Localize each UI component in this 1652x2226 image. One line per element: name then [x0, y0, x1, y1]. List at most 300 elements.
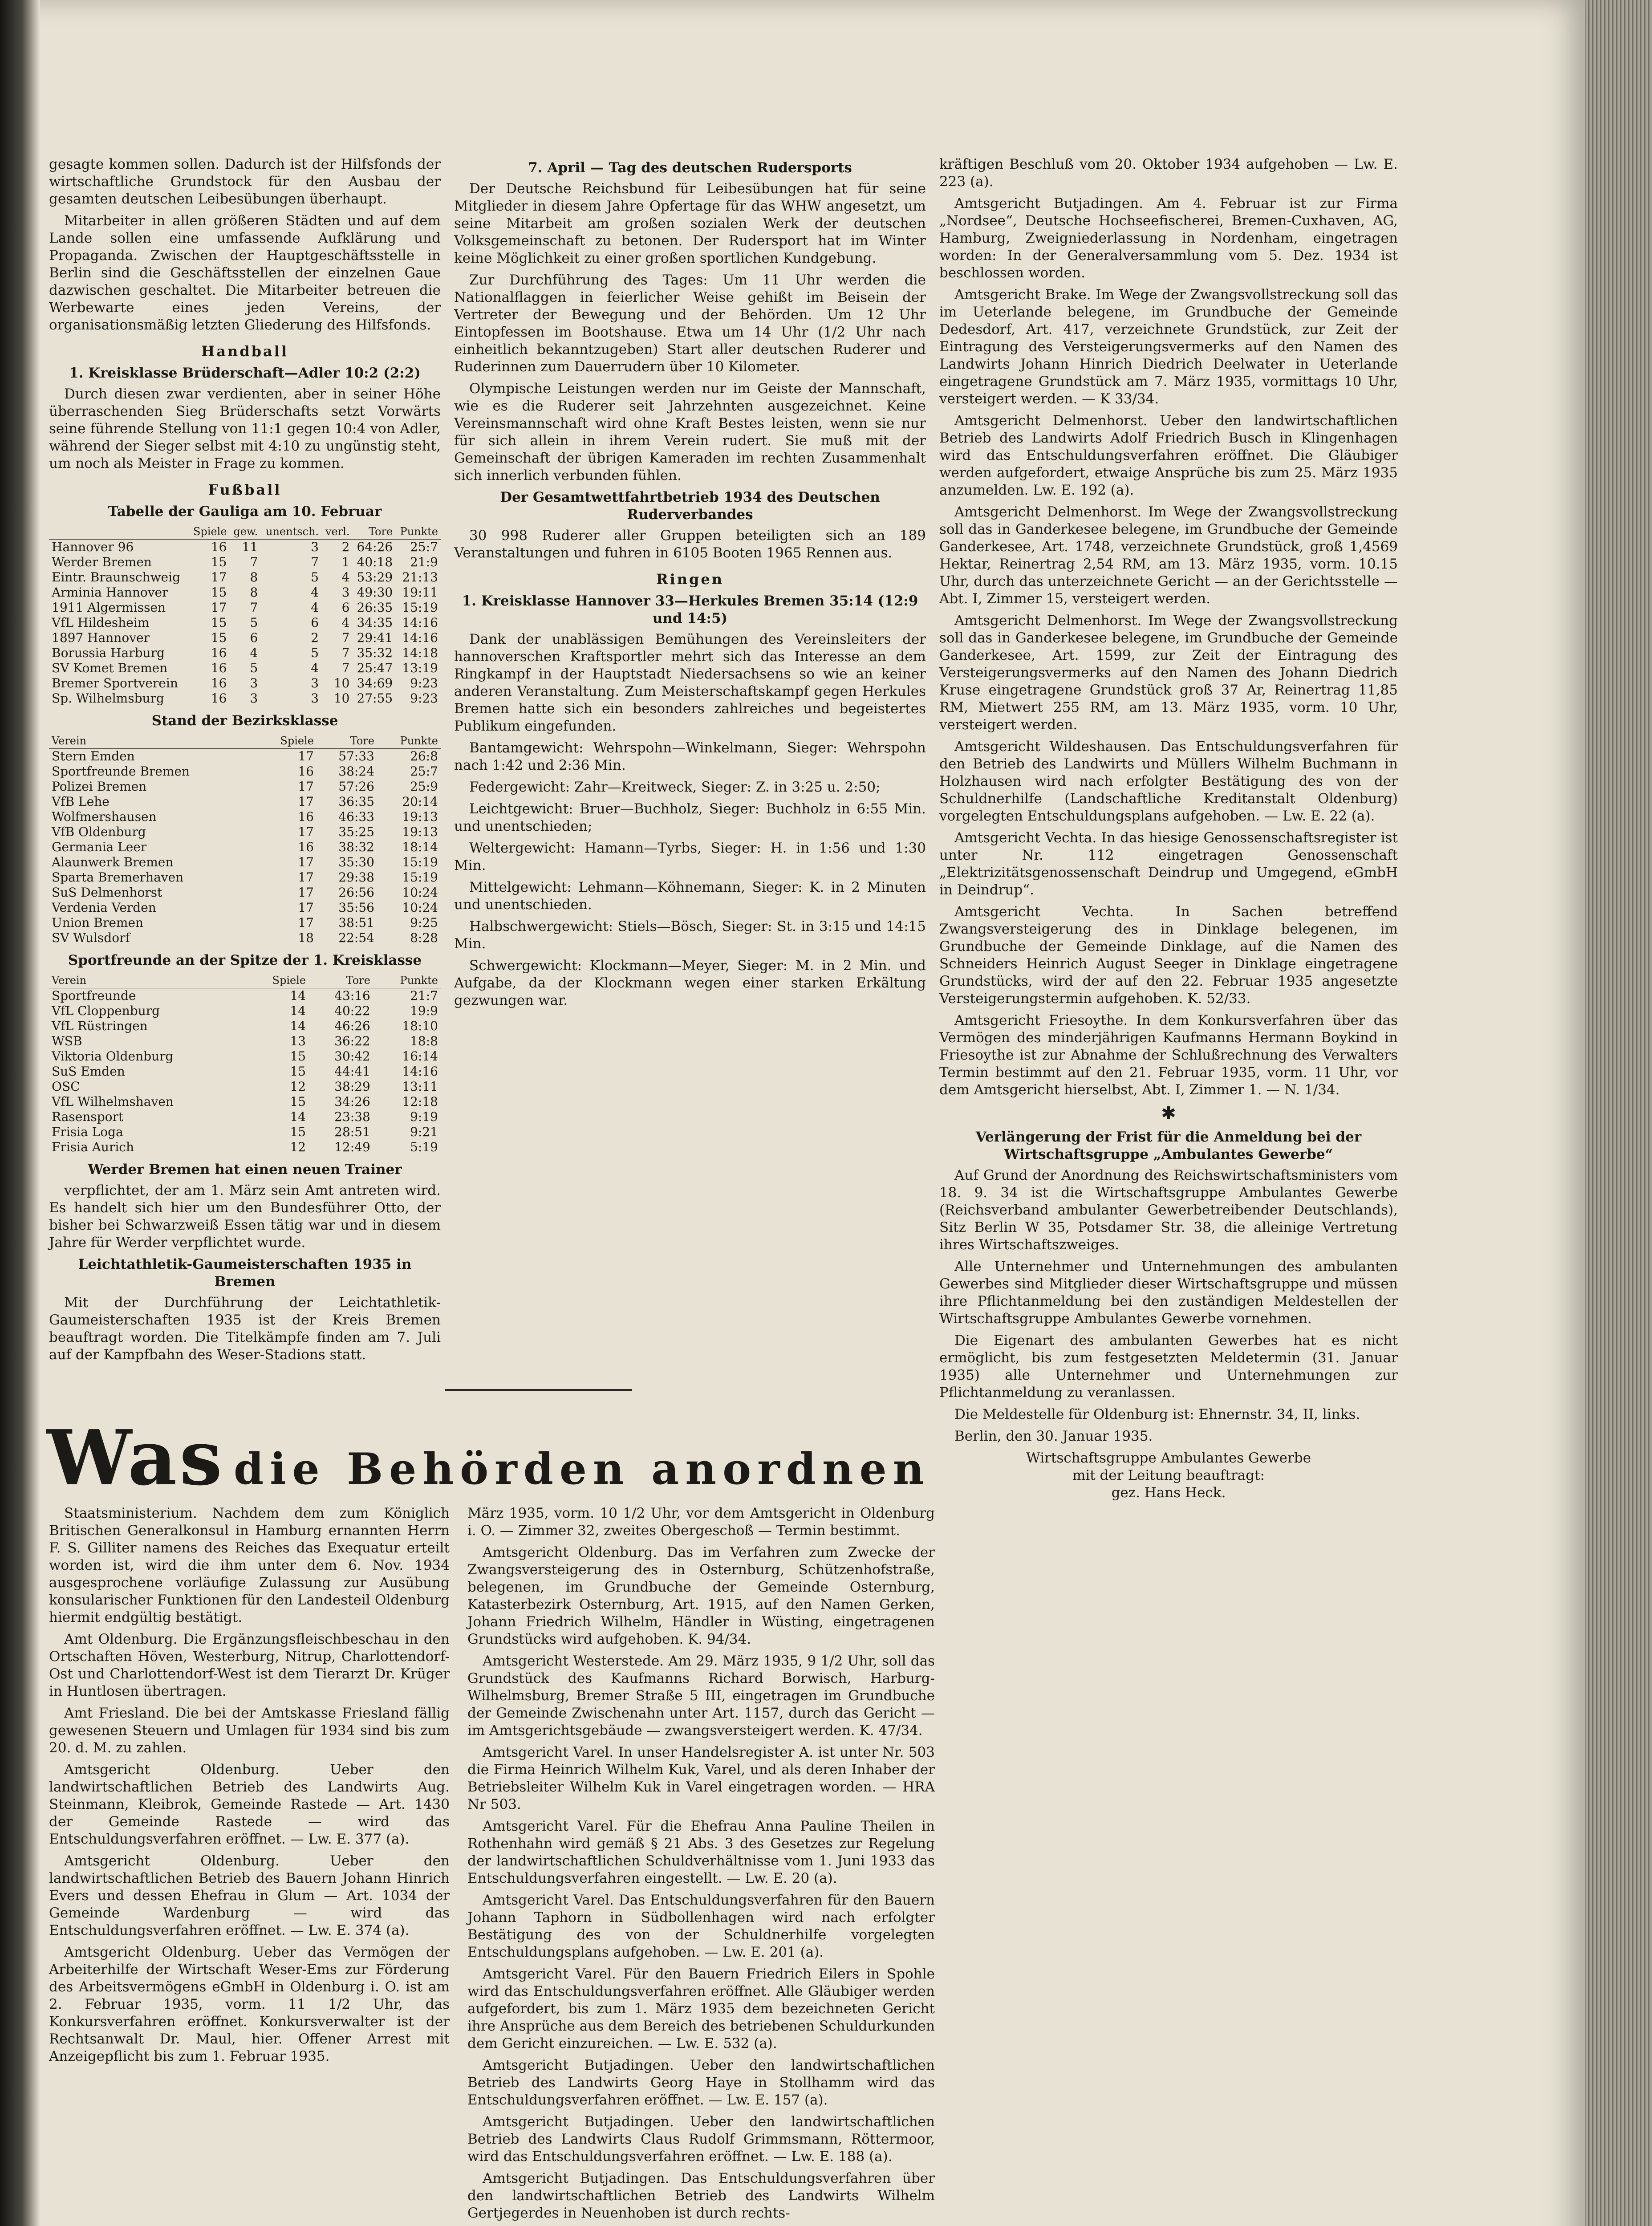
- table-cell: 7: [250, 555, 258, 569]
- notice-paragraph: Amtsgericht Varel. Das Entschuldungsverfahren für den Bauern Johann Taphorn in Südbollenhagen wird nach erfolgter Bestätigung des von der Schuldnerhilfe vorgelegten Entschuldungsplans aufgehoben. — Lw. E. 201 (a).: [467, 1892, 935, 1960]
- notice-paragraph: Amtsgericht Delmenhorst. Im Wege der Zwangsvollstreckung soll das in Ganderkesee belegene, im Grundbuche der Gemeinde Ganderkesee, Art. 1748, verzeichnete Grundstück, groß 1,4569 Hektar, Reinertrag 2,54 RM, am 13. März 1935, vorm. 10.15 Uhr, durch das unterzeichnete Gericht — an der Gerichtsstelle — Abt. I, Zimmer 15, versteigert werden.: [939, 504, 1398, 607]
- column-header: Tore: [353, 524, 396, 540]
- table-header-row: [49, 973, 441, 988]
- table-cell: 7: [311, 555, 319, 569]
- table-row: [49, 1049, 441, 1064]
- table-cell: 16: [298, 764, 314, 779]
- verlaengerung-paragraph: Alle Unternehmer und Unternehmungen des ambulanten Gewerbes sind Mitglieder dieser Wirtschaftsgruppe und müssen ihre Pflichtanmeldung bei den zuständigen Meldestellen der Wirtschaftsgruppe Ambulantes Gewerbe vornehmen.: [939, 1259, 1398, 1327]
- table-cell: 46:26: [334, 1019, 370, 1033]
- table-cell: 35:32: [357, 646, 393, 660]
- table-cell: 29:38: [338, 870, 374, 885]
- kreis-table-title: Sportfreunde an der Spitze der 1. Kreisklasse: [68, 952, 422, 968]
- table-cell: 12:49: [334, 1140, 370, 1154]
- table-row: [49, 570, 441, 585]
- table-cell: 17: [298, 900, 314, 915]
- rudern-paragraph: Der Deutsche Reichsbund für Leibesübungen hat für seine Mitglieder in diesem Jahre Opfertage für das WHW angesetzt, um seine Mitarbeit am großen sozialen Werk der deutschen Volksgemeinschaft zu betonen. Der Rudersport hat im Winter keine Möglichkeit zu einer großen sportlichen Kundgebung.: [454, 181, 926, 266]
- verlaengerung-paragraph: Auf Grund der Anordnung des Reichswirtschaftsministers vom 18. 9. 34 ist die Wirtschaftsgruppe Ambulantes Gewerbe (Reichsverband ambulanter Gewerbetreibender Deutschlands), Sitz Berlin W 35, Potsdamer Str. 38, die alleinige Vertretung ihres Wirtschaftszweiges.: [939, 1167, 1398, 1253]
- signature-line: Wirtschaftsgruppe Ambulantes Gewerbe: [1026, 1450, 1311, 1466]
- table-header-row: [49, 733, 441, 749]
- table-row: [49, 1003, 441, 1019]
- table-cell: Wolfmershausen: [52, 809, 157, 824]
- star-divider-icon: ✱: [1161, 1103, 1176, 1124]
- table-row: [49, 764, 441, 779]
- table-cell: 21:13: [402, 570, 438, 585]
- table-cell: 21:9: [410, 555, 438, 569]
- table-row: [49, 749, 441, 764]
- table-cell: 35:56: [338, 900, 374, 915]
- table-row: [49, 661, 441, 676]
- table-cell: 53:29: [357, 570, 393, 585]
- table-cell: Alaunwerk Bremen: [52, 855, 174, 869]
- table-cell: 10:24: [402, 885, 438, 900]
- table-cell: 22:54: [338, 930, 374, 945]
- ringen-match-title: 1. Kreisklasse Hannover 33—Herkules Bremen 35:14 (12:9 und 14:5): [462, 593, 918, 626]
- table-cell: SV Komet Bremen: [52, 661, 168, 675]
- table-cell: 17: [298, 855, 314, 869]
- notice-paragraph: Amtsgericht Vechta. In Sachen betreffend Zwangsversteigerung des in Dinklage belegenen, im Grundbuche der Gemeinde Dinklage, auf die Namen des Schneiders Heinrich August Seeger in Dinklage eingetragene Grundstücks, wird der auf den 22. Februar 1935 angesetzte Versteigerungstermin aufgehoben. K. 52/33.: [939, 904, 1398, 1007]
- table-cell: Stern Emden: [52, 749, 135, 764]
- intro-paragraph: Mitarbeiter in allen größeren Städten und auf dem Lande sollen eine umfassende Aufklärung und Propaganda. Zwischen der Hauptgeschäftsstelle in Berlin sind die Geschäftsstellen der einzelnen Gaue dazwischen geschaltet. Die Mitarbeiter betreuen die Werbewarte eines jeden Vereins, der organisationsmäßig letzten Gliederung des Hilfsfonds.: [49, 213, 441, 333]
- handball-report: Durch diesen zwar verdienten, aber in seiner Höhe überraschenden Sieg Brüderschafts setzt Vorwärts seine führende Stellung von 11:1 gegen 10:4 von Adler, während der Sieger selbst mit 4:10 zu ungünstig steht, um noch als Meister in Frage zu kommen.: [49, 386, 441, 471]
- notice-paragraph: kräftigen Beschluß vom 20. Oktober 1934 aufgehoben — Lw. E. 223 (a).: [939, 156, 1398, 190]
- table-cell: 14: [290, 1019, 306, 1033]
- column-header: unentsch.: [260, 524, 321, 540]
- table-cell: 28:51: [334, 1125, 370, 1139]
- table-cell: 26:8: [410, 749, 438, 764]
- table-cell: 12: [290, 1140, 306, 1154]
- table-row: [49, 825, 441, 840]
- table-cell: 17: [298, 779, 314, 794]
- verlaengerung-date: Berlin, den 30. Januar 1935.: [954, 1428, 1153, 1444]
- table-cell: 16: [211, 540, 227, 554]
- table-cell: 14:16: [402, 630, 438, 645]
- table-row: [49, 555, 441, 570]
- ringen-result: Bantamgewicht: Wehrspohn—Winkelmann, Sieger: Wehrspohn nach 1:42 und 2:36 Min.: [454, 740, 926, 773]
- table-cell: VfL Rüstringen: [52, 1019, 148, 1033]
- column-sports-left: [49, 156, 441, 1368]
- table-cell: Verdenia Verden: [52, 900, 156, 915]
- section-divider: [445, 1389, 632, 1391]
- table-cell: 2: [311, 630, 319, 645]
- table-cell: 38:51: [338, 915, 374, 930]
- table-cell: 18: [298, 930, 314, 945]
- ringen-paragraph: Dank der unablässigen Bemühungen des Vereinsleiters der hannoverschen Kraftsportler mehrt sich das Interesse an dem Ringkampf in der Hauptstadt Niedersachsens so wie an keiner anderen Veranstaltung. Zum Meisterschaftskampf gegen Herkules Bremen hatte sich ein besonders zahlreiches und begeistertes Publikum eingefunden.: [454, 631, 926, 734]
- werder-report: verpflichtet, der am 1. März sein Amt antreten wird. Es handelt sich hier um den Bundesführer Otto, der bisher bei Schwarzweiß Essen tätig war und in diesem Jahre für Werder verpflichtet wurde.: [49, 1182, 441, 1251]
- table-cell: Eintr. Braunschweig: [52, 570, 181, 585]
- table-cell: 4: [311, 600, 319, 615]
- table-cell: 38:32: [338, 840, 374, 854]
- table-cell: 3: [311, 691, 319, 706]
- table-row: [49, 1140, 441, 1155]
- table-cell: 3: [341, 585, 350, 600]
- table-cell: SuS Emden: [52, 1064, 125, 1079]
- table-cell: 1911 Algermissen: [52, 600, 166, 615]
- table-cell: 10: [333, 676, 350, 691]
- table-cell: 40:22: [334, 1003, 370, 1018]
- table-cell: 7: [341, 661, 350, 675]
- table-cell: Union Bremen: [52, 915, 144, 930]
- table-cell: 18:8: [410, 1034, 438, 1048]
- table-cell: 7: [341, 630, 350, 645]
- gauliga-table: [49, 524, 441, 706]
- notice-paragraph: Amtsgericht Butjadingen. Das Entschuldungsverfahren über den landwirtschaftlichen Betrieb des Landwirts Wilhelm Gertjegerdes in Neuenhoben ist durch rechts-: [467, 2170, 935, 2221]
- table-cell: 27:55: [357, 691, 393, 706]
- table-cell: 30:42: [334, 1049, 370, 1064]
- table-cell: 57:33: [338, 749, 374, 764]
- table-cell: 25:47: [357, 661, 393, 675]
- table-cell: 34:69: [357, 676, 393, 691]
- table-row: [49, 1125, 441, 1140]
- table-cell: Frisia Aurich: [52, 1140, 134, 1154]
- section-heading-fussball: Fußball: [208, 481, 282, 498]
- table-cell: 57:26: [338, 779, 374, 794]
- table-row: [49, 585, 441, 600]
- table-cell: SV Wulsdorf: [52, 930, 130, 945]
- table-cell: 14:16: [402, 1064, 438, 1079]
- table-cell: 8: [250, 585, 258, 600]
- table-cell: SuS Delmenhorst: [52, 885, 162, 900]
- table-row: [49, 1094, 441, 1109]
- table-row: [49, 691, 441, 706]
- table-row: [49, 915, 441, 930]
- table-cell: 15: [211, 630, 227, 645]
- signature-line: gez. Hans Heck.: [1111, 1485, 1226, 1501]
- kreis-table: [49, 973, 441, 1155]
- column-header: Tore: [308, 973, 373, 988]
- table-cell: 10: [333, 691, 350, 706]
- table-row: [49, 855, 441, 870]
- verlaengerung-paragraph: Die Meldestelle für Oldenburg ist: Ehnernstr. 34, II, links.: [954, 1406, 1360, 1422]
- ringen-result: Weltergewicht: Hamann—Tyrbs, Sieger: H. in 1:56 und 1:30 Min.: [454, 840, 926, 873]
- table-cell: 15: [290, 1064, 306, 1079]
- table-cell: 5:19: [410, 1140, 438, 1154]
- table-row: [49, 840, 441, 855]
- table-row: [49, 1019, 441, 1034]
- table-cell: 14:18: [402, 646, 438, 660]
- table-cell: 5: [311, 646, 319, 660]
- table-cell: 15:19: [402, 870, 438, 885]
- table-cell: 35:30: [338, 855, 374, 869]
- rudern-paragraph: Zur Durchführung des Tages: Um 11 Uhr werden die Nationalflaggen in feierlicher Weise gehißt im Beisein der Vertreter der Bewegung und der Behörden. Um 12 Uhr Eintopfessen im Bootshause. Etwa um 14 Uhr (1/2 Uhr nach einheitlich bekanntzugeben) Start aller deutschen Ruderer und Ruderinnen zum Dauerrudern über 10 Kilometer.: [454, 272, 926, 375]
- table-cell: 5: [250, 661, 258, 675]
- table-cell: 12: [290, 1079, 306, 1094]
- book-page-edges: [1585, 0, 1652, 2226]
- table-cell: 23:38: [334, 1109, 370, 1124]
- leichtathletik-report: Mit der Durchführung der Leichtathletik-Gaumeisterschaften 1935 ist der Kreis Bremen beauftragt worden. Die Titelkämpfe finden am 7. Juli auf der Kampfbahn des Weser-Stadions statt.: [49, 1295, 441, 1363]
- table-cell: 3: [250, 691, 258, 706]
- table-cell: 4: [311, 661, 319, 675]
- table-cell: 16: [211, 691, 227, 706]
- notice-paragraph: Staatsministerium. Nachdem dem zum Königlich Britischen Generalkonsul in Hamburg ernannten Herrn F. S. Gilliter namens des Reiches das Exequatur erteilt worden ist, wird die ihm unter dem 6. Nov. 1934 ausgesprochene vorläufige Zulassung zur Ausübung konsularischer Funktionen für den Landesteil Oldenburg hiermit endgültig bestätigt.: [49, 1505, 450, 1625]
- table-cell: 18:10: [402, 1019, 438, 1033]
- table-cell: 16: [211, 646, 227, 660]
- table-cell: WSB: [52, 1034, 82, 1048]
- table-cell: 10:24: [402, 900, 438, 915]
- table-cell: 3: [250, 676, 258, 691]
- notice-paragraph: Amtsgericht Varel. Für die Ehefrau Anna Pauline Theilen in Rothenhahn wird gemäß § 21 Abs. 3 des Gesetzes zur Regelung der landwirtschaftlichen Schuldverhältnisse vom 1. Juni 1933 das Entschuldungsverfahren eingestellt. — Lw. E. 20 (a).: [467, 1818, 935, 1886]
- table-cell: 3: [311, 540, 319, 554]
- section-banner: [47, 1414, 946, 1503]
- column-header: Punkte: [395, 524, 441, 540]
- notice-paragraph: Amtsgericht Butjadingen. Ueber den landwirtschaftlichen Betrieb des Landwirts Claus Rudolf Grimmsmann, Röttermoor, wird das Entschuldungsverfahren eröffnet. — Lw. E. 188 (a).: [467, 2114, 935, 2165]
- table-row: [49, 1109, 441, 1125]
- table-cell: 8:28: [410, 930, 438, 945]
- leichtathletik-title: Leichtathletik-Gaumeisterschaften 1935 in Bremen: [78, 1256, 412, 1290]
- table-cell: 15: [290, 1125, 306, 1139]
- table-cell: Werder Bremen: [52, 555, 152, 569]
- table-cell: 14:16: [402, 615, 438, 630]
- notice-paragraph: Amtsgericht Delmenhorst. Im Wege der Zwangsvollstreckung soll das in Ganderkesee belegene, im Grundbuche der Gemeinde Ganderkesee, Art. 1599, zur Zeit der Eintragung des Versteigerungsvermerks auf den Namen des Johann Diedrich Kruse eingetragene Grundstück groß 37 Ar, Reinertrag 11,85 RM, Mietwert 255 RM, am 13. März 1935, vorm. 10 Uhr, versteigert werden.: [939, 613, 1398, 733]
- table-cell: 35:25: [338, 825, 374, 839]
- column-header: Verein: [49, 973, 248, 988]
- ringen-result: Schwergewicht: Klockmann—Meyer, Sieger: M. in 2 Min. und Aufgabe, da der Klockmann wegen einer starken Erkältung gezwungen war.: [454, 958, 926, 1008]
- table-cell: Rasensport: [52, 1109, 124, 1124]
- column-header: Spiele: [189, 524, 229, 540]
- table-cell: 17: [298, 749, 314, 764]
- table-cell: 17: [298, 885, 314, 900]
- table-cell: OSC: [52, 1079, 80, 1094]
- signature-line: mit der Leitung beauftragt:: [1072, 1467, 1265, 1483]
- table-cell: 13:11: [402, 1079, 438, 1094]
- table-cell: VfL Wilhelmshaven: [52, 1094, 174, 1109]
- table-cell: 14: [290, 1003, 306, 1018]
- ringen-result: Federgewicht: Zahr—Kreitweck, Sieger: Z. in 3:25 u. 2:50;: [469, 779, 881, 795]
- table-cell: 9:23: [410, 676, 438, 691]
- table-cell: 6: [341, 600, 350, 615]
- table-cell: VfB Lehe: [52, 794, 110, 809]
- ringen-result: Mittelgewicht: Lehmann—Köhnemann, Sieger: K. in 2 Minuten und unentschieden.: [454, 879, 926, 913]
- table-row: [49, 1064, 441, 1079]
- handball-match-title: 1. Kreisklasse Brüderschaft—Adler 10:2 (2:2): [69, 365, 421, 381]
- table-cell: 25:9: [410, 779, 438, 794]
- notice-paragraph: Amtsgericht Vechta. In das hiesige Genossenschaftsregister ist unter Nr. 112 eingetragen Genossenschaft „Elektrizitätsgenossenschaft Deindrup und Umgegend, eGmbH in Deindrup“.: [939, 830, 1398, 898]
- table-header-row: [49, 524, 441, 540]
- table-cell: 17: [298, 915, 314, 930]
- table-cell: Hannover 96: [52, 540, 134, 554]
- bezirk-table-title: Stand der Bezirksklasse: [151, 713, 338, 729]
- table-cell: 1897 Hannover: [52, 630, 150, 645]
- table-cell: 14: [290, 988, 306, 1003]
- table-cell: 16: [298, 840, 314, 854]
- table-cell: 13: [290, 1034, 306, 1048]
- table-cell: 34:26: [334, 1094, 370, 1109]
- table-cell: Borussia Harburg: [52, 646, 165, 660]
- notice-paragraph: Amtsgericht Butjadingen. Am 4. Februar ist zur Firma „Nordsee“, Deutsche Hochseefischerei, Bremen-Cuxhaven, AG, Hamburg, Zweigniederlassung in Nordenham, eingetragen worden: In der Generalversammlung vom 5. Dez. 1934 ist beschlossen worden.: [939, 195, 1398, 281]
- table-row: [49, 885, 441, 900]
- table-cell: 44:41: [334, 1064, 370, 1079]
- table-cell: 4: [250, 646, 258, 660]
- table-row: [49, 1079, 441, 1094]
- notice-paragraph: Amtsgericht Butjadingen. Ueber den landwirtschaftlichen Betrieb des Landwirts Georg Haye in Stollhamm wird das Entschuldungsverfahren eröffnet. — Lw. E. 157 (a).: [467, 2057, 935, 2108]
- table-cell: Germania Leer: [52, 840, 147, 854]
- table-row: [49, 646, 441, 661]
- table-row: [49, 676, 441, 691]
- table-cell: 17: [298, 794, 314, 809]
- table-cell: Viktoria Oldenburg: [52, 1049, 174, 1064]
- verlaengerung-title: Verlängerung der Frist für die Anmeldung bei der Wirtschaftsgruppe „Ambulantes Gewerbe“: [975, 1129, 1362, 1162]
- table-cell: 3: [311, 676, 319, 691]
- column-header: Punkte: [377, 733, 441, 749]
- column-notices-bottom-middle: [467, 1505, 935, 2226]
- table-cell: Polizei Bremen: [52, 779, 147, 794]
- table-cell: 6: [311, 615, 319, 630]
- banner-title: die Behörden anordnen: [234, 1444, 930, 1494]
- table-cell: 36:35: [338, 794, 374, 809]
- table-cell: 17: [298, 870, 314, 885]
- column-notices-bottom-left: [49, 1505, 450, 2070]
- table-cell: 12:18: [402, 1094, 438, 1109]
- verlaengerung-paragraph: Die Eigenart des ambulanten Gewerbes hat es nicht ermöglicht, bis zum festgesetzten Meldetermin (31. Januar 1935) alle Unternehmer und Unternehmungen zur Pflichtanmeldung zu veranlassen.: [939, 1332, 1398, 1401]
- gesamt-title: Der Gesamtwettfahrtbetrieb 1934 des Deutschen Ruderverbandes: [500, 489, 880, 523]
- rudern-title: 7. April — Tag des deutschen Rudersports: [528, 160, 852, 176]
- notice-paragraph: Amtsgericht Oldenburg. Ueber den landwirtschaftlichen Betrieb des Landwirts Aug. Steinmann, Kleibrok, Gemeinde Rastede — Art. 1430 der Gemeinde Rastede — wird das Entschuldungsverfahren eröffnet. — Lw. E. 377 (a).: [49, 1762, 450, 1847]
- notice-paragraph: Amtsgericht Varel. In unser Handelsregister A. ist unter Nr. 503 die Firma Heinrich Wilhelm Kuk, Varel, und als deren Inhaber der Betriebsleiter Wilhelm Kuk in Varel eingetragen worden. — HRA Nr 503.: [467, 1744, 935, 1812]
- notice-paragraph: Amtsgericht Friesoythe. In dem Konkursverfahren über das Vermögen des minderjährigen Kaufmanns Hermann Boykind in Friesoythe ist zur Abnahme der Schlußrechnung des Verwalters Termin bestimmt auf den 21. Februar 1935, vorm. 11 Uhr, vor dem Amtsgericht hierselbst, Abt. I, Zimmer 1. — N. 1/34.: [939, 1012, 1398, 1098]
- table-cell: VfL Cloppenburg: [52, 1003, 160, 1018]
- table-cell: 7: [250, 600, 258, 615]
- table-cell: 15: [290, 1049, 306, 1064]
- table-cell: 26:56: [338, 885, 374, 900]
- table-cell: 34:35: [357, 615, 393, 630]
- table-cell: 46:33: [338, 809, 374, 824]
- table-row: [49, 794, 441, 809]
- bezirk-table: [49, 733, 441, 946]
- table-cell: 9:23: [410, 691, 438, 706]
- table-cell: 19:11: [402, 585, 438, 600]
- column-header: Punkte: [373, 973, 441, 988]
- table-cell: 25:7: [410, 540, 438, 554]
- intro-paragraph: gesagte kommen sollen. Dadurch ist der Hilfsfonds der wirtschaftliche Grundstock für den Ausbau der gesamten deutschen Leibesübungen überhaupt.: [49, 156, 441, 207]
- table-cell: VfL Hildesheim: [52, 615, 150, 630]
- table-cell: 16: [211, 661, 227, 675]
- table-cell: 17: [298, 825, 314, 839]
- ringen-result: Halbschwergewicht: Stiels—Bösch, Sieger: St. in 3:15 und 14:15 Min.: [454, 918, 926, 952]
- notice-paragraph: Amtsgericht Varel. Für den Bauern Friedrich Eilers in Spohle wird das Entschuldungsverfahren eröffnet. Alle Gläubiger werden aufgefordert, bis zum 1. März 1935 dem bezeichneten Gericht ihre Ansprüche aus dem Bereich des betriebenen Schuldurkunden dem Gericht einzureichen. — Lw. E. 532 (a).: [467, 1966, 935, 2051]
- table-cell: Sp. Wilhelmsburg: [52, 691, 164, 706]
- notice-paragraph: Amtsgericht Brake. Im Wege der Zwangsvollstreckung soll das im Ueterlande belegene, im Grundbuche der Gemeinde Dedesdorf, Art. 417, verzeichnete Grundstück, zur Zeit der Eintragung des Versteigerungsvermerks auf den Namen des Landwirts Johann Hinrich Diedrich Deelwater in Ueterlande eingetragene Grundstück am 7. März 1935, vormittags 10 Uhr, versteigert werden. — K 33/34.: [939, 287, 1398, 407]
- table-row: [49, 930, 441, 946]
- notice-paragraph: Amt Friesland. Die bei der Amtskasse Friesland fällig gewesenen Steuern und Umlagen für 1934 sind bis zum 20. d. M. zu zahlen.: [49, 1705, 450, 1756]
- book-gutter: [0, 0, 40, 2226]
- notice-paragraph: Amtsgericht Delmenhorst. Ueber den landwirtschaftlichen Betrieb des Landwirts Adolf Friedrich Busch in Klingenhagen wird das Entschuldungsverfahren eröffnet. Die Gläubiger werden aufgefordert, etwaige Ansprüche bis zum 25. März 1935 anzumelden. Lw. E. 192 (a).: [939, 413, 1398, 498]
- table-cell: 15: [211, 585, 227, 600]
- werder-title: Werder Bremen hat einen neuen Trainer: [88, 1162, 402, 1178]
- table-cell: 15: [211, 555, 227, 569]
- table-cell: 2: [341, 540, 350, 554]
- notice-paragraph: Amtsgericht Oldenburg. Ueber den landwirtschaftlichen Betrieb des Bauern Johann Hinrich Evers und dessen Ehefrau in Glum — Art. 1034 der Gemeinde Wardenburg — wird das Entschuldungsverfahren eröffnet. — Lw. E. 374 (a).: [49, 1853, 450, 1938]
- table-cell: 17: [211, 600, 227, 615]
- column-header: Spiele: [248, 973, 308, 988]
- notice-paragraph: Amtsgericht Westerstede. Am 29. März 1935, 9 1/2 Uhr, soll das Grundstück des Kaufmanns Richard Borwisch, Harburg-Wilhelmsburg, Bremer Straße 5 III, eingetragen im Grundbuche der Gemeinde Zwischenahn unter Art. 1157, durch das Gericht — im Amtsgerichtsgebäude — zwangsversteigert werden. K. 47/34.: [467, 1653, 935, 1739]
- table-cell: 15:19: [402, 600, 438, 615]
- table-cell: Sportfreunde Bremen: [52, 764, 190, 779]
- table-cell: 18:14: [402, 840, 438, 854]
- banner-initial: Was: [47, 1414, 225, 1503]
- table-cell: 8: [250, 570, 258, 585]
- table-row: [49, 540, 441, 555]
- column-header: Verein: [49, 733, 260, 749]
- table-cell: 43:16: [334, 988, 370, 1003]
- table-row: [49, 779, 441, 794]
- notice-paragraph: März 1935, vorm. 10 1/2 Uhr, vor dem Amtsgericht in Oldenburg i. O. — Zimmer 32, zweites Obergeschoß — Termin bestimmt.: [467, 1505, 935, 1539]
- table-cell: 19:13: [402, 809, 438, 824]
- table-cell: 19:13: [402, 825, 438, 839]
- table-row: [49, 900, 441, 915]
- table-cell: 11: [242, 540, 258, 554]
- table-cell: 9:19: [410, 1109, 438, 1124]
- table-cell: 9:21: [410, 1125, 438, 1139]
- column-sports-middle: [454, 156, 926, 1014]
- table-cell: 15: [211, 615, 227, 630]
- table-cell: 5: [311, 570, 319, 585]
- table-cell: 4: [341, 570, 350, 585]
- table-row: [49, 615, 441, 630]
- table-cell: 29:41: [357, 630, 393, 645]
- table-cell: 9:25: [410, 915, 438, 930]
- ringen-result: Leichtgewicht: Bruer—Buchholz, Sieger: Buchholz in 6:55 Min. und unentschieden;: [454, 801, 926, 834]
- table-cell: 16: [298, 809, 314, 824]
- table-cell: 26:35: [357, 600, 393, 615]
- table-row: [49, 988, 441, 1004]
- notice-paragraph: Amtsgericht Wildeshausen. Das Entschuldungsverfahren für den Betrieb des Landwirts und Müllers Wilhelm Buchmann in Holzhausen wird nach erfolgter Bestätigung des von der Schuldnerhilfe (Landschaftliche Kreditanstalt Oldenburg) vorgelegten Entschuldungsplans aufgehoben. — Lw. E. 22 (a).: [939, 739, 1398, 824]
- table-cell: Sparta Bremerhaven: [52, 870, 184, 885]
- table-cell: 1: [341, 555, 350, 569]
- table-cell: 25:7: [410, 764, 438, 779]
- table-cell: 4: [341, 615, 350, 630]
- table-cell: 36:22: [334, 1034, 370, 1048]
- table-cell: 4: [311, 585, 319, 600]
- column-header: verl.: [321, 524, 352, 540]
- table-cell: 40:18: [357, 555, 393, 569]
- column-header: gew.: [230, 524, 261, 540]
- table-cell: 64:26: [357, 540, 393, 554]
- table-cell: 20:14: [402, 794, 438, 809]
- table-row: [49, 1034, 441, 1049]
- table-cell: Arminia Hannover: [52, 585, 168, 600]
- table-cell: 19:9: [410, 1003, 438, 1018]
- table-cell: Bremer Sportverein: [52, 676, 178, 691]
- table-cell: 38:24: [338, 764, 374, 779]
- table-row: [49, 630, 441, 646]
- table-row: [49, 600, 441, 615]
- table-row: [49, 809, 441, 825]
- column-header: Spiele: [260, 733, 317, 749]
- table-cell: Sportfreunde: [52, 988, 136, 1003]
- table-cell: 38:29: [334, 1079, 370, 1094]
- table-cell: 17: [211, 570, 227, 585]
- notice-paragraph: Amtsgericht Oldenburg. Das im Verfahren zum Zwecke der Zwangsversteigerung des in Osternburg, Schützenhofstraße, belegenen, im Grundbuche der Gemeinde Osternburg, Katasterbezirk Osternburg, Art. 1915, auf den Namen Gerken, Johann Friedrich Wilhelm, Händler in Wüsting, eingetragenen Grundstücks wird aufgehoben. K. 94/34.: [467, 1544, 935, 1647]
- notice-paragraph: Amt Oldenburg. Die Ergänzungsfleischbeschau in den Ortschaften Höven, Westerburg, Nitrup, Charlottendorf-Ost und Charlottendorf-West ist dem Tierarzt Dr. Krüger in Huntlosen übertragen.: [49, 1631, 450, 1699]
- table-cell: 5: [250, 615, 258, 630]
- table-cell: 14: [290, 1109, 306, 1124]
- table-cell: 15:19: [402, 855, 438, 869]
- table-cell: 16:14: [402, 1049, 438, 1064]
- table-cell: Frisia Loga: [52, 1125, 123, 1139]
- notice-paragraph: Amtsgericht Oldenburg. Ueber das Vermögen der Arbeiterhilfe der Wirtschaft Weser-Ems zur Förderung des Arbeitsvermögens eGmbH in Oldenburg i. O. ist am 2. Februar 1935, vorm. 11 1/2 Uhr, das Konkursverfahren eröffnet. Konkursverwalter ist der Rechtsanwalt Dr. Maul, hier. Offener Arrest mit Anzeigepflicht bis zum 1. Februar 1935.: [49, 1944, 450, 2064]
- table-cell: 15: [290, 1094, 306, 1109]
- table-cell: 16: [211, 676, 227, 691]
- column-notices-right: [939, 156, 1398, 1502]
- table-cell: 6: [250, 630, 258, 645]
- table-cell: VfB Oldenburg: [52, 825, 146, 839]
- table-cell: 21:7: [410, 988, 438, 1003]
- section-heading-ringen: Ringen: [656, 571, 724, 588]
- table-cell: 7: [341, 646, 350, 660]
- rudern-paragraph: Olympische Leistungen werden nur im Geiste der Mannschaft, wie es die Ruderer seit Jahrzehnten ausgezeichnet. Keine Vereinsmannschaft wird ohne Kraft Bestes leisten, wenn sie nur für sich allein in ihrem Verein rudert. Sie muß mit der Gemeinschaft der übrigen Kameraden im rechten Zusammenhalt sich innerlich verbunden fühlen.: [454, 381, 926, 483]
- table-cell: 49:30: [357, 585, 393, 600]
- section-heading-handball: Handball: [201, 343, 289, 360]
- column-header: Tore: [317, 733, 377, 749]
